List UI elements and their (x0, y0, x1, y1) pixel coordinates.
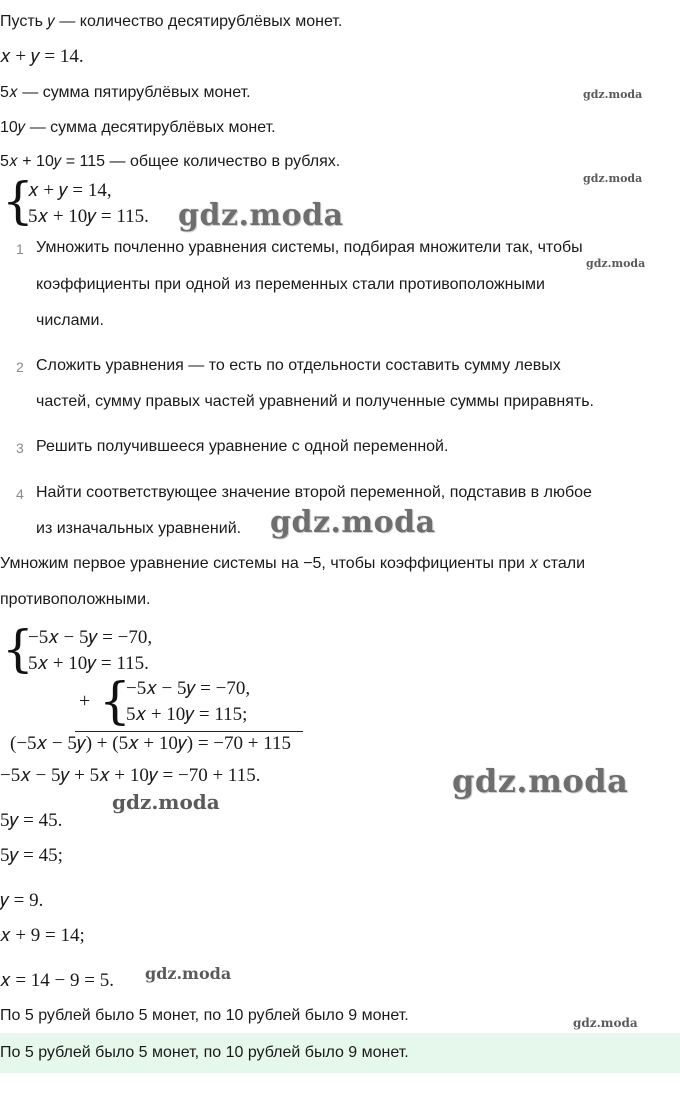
watermark-logo: gdz.moda (145, 964, 232, 983)
watermark-logo: gdz.moda (583, 172, 643, 185)
text-line: Умножим первое уравнение системы на −5, чтобы коэффициенты при 𝑥 стали (0, 555, 586, 572)
solution-line: 𝑥 + 9 = 14; (0, 925, 85, 946)
brace-icon: { (2, 620, 34, 678)
answer-text: По 5 рублей было 5 монет, по 10 рублей было 9 монет. (0, 1044, 409, 1061)
system-equation: 5𝑥 + 10𝑦 = 115. (28, 653, 149, 674)
step-text: Умножить почленно уравнения системы, подбирая множители так, чтобы (36, 239, 583, 256)
watermark-logo: gdz.moda (112, 790, 220, 814)
system-equation: −5𝑥 − 5𝑦 = −70, (28, 627, 153, 648)
solution-line: 𝑦 = 9. (0, 890, 44, 911)
step-text: числами. (36, 312, 104, 329)
solution-line: 𝑥 = 14 − 9 = 5. (0, 970, 114, 991)
step-text: Решить получившееся уравнение с одной переменной. (36, 438, 449, 455)
watermark-logo: gdz.moda (452, 762, 629, 800)
text-line: 5𝑥 — сумма пятирублёвых монет. (0, 84, 251, 101)
sum-line (75, 731, 303, 732)
sum-equation: (−5𝑥 − 5𝑦) + (5𝑥 + 10𝑦) = −70 + 115 (10, 733, 292, 754)
text-line: 10𝑦 — сумма десятирублёвых монет. (0, 119, 276, 136)
step-text: из изначальных уравнений. (36, 520, 242, 537)
step-text: коэффициенты при одной из переменных стали противоположными (36, 276, 545, 293)
text-line: Пусть 𝑦 — количество десятирублёвых монет. (0, 13, 343, 30)
step-text: частей, сумму правых частей уравнений и полученные суммы приравнять. (36, 393, 594, 410)
text-line: 5𝑥 + 10𝑦 = 115 — общее количество в рублях. (0, 153, 341, 170)
watermark-logo: gdz.moda (586, 257, 646, 270)
addition-equation: −5𝑥 − 5𝑦 = −70, (126, 678, 251, 699)
equation: 𝑥 + 𝑦 = 14. (0, 46, 84, 67)
watermark-logo: gdz.moda (270, 505, 436, 540)
step-text: Найти соответствующее значение второй переменной, подставив в любое (36, 484, 592, 501)
plus-sign: + (79, 690, 91, 712)
step-number: 4 (16, 486, 24, 502)
brace-icon: { (2, 172, 34, 230)
text-line: противоположными. (0, 591, 151, 608)
conclusion-text: По 5 рублей было 5 монет, по 10 рублей было 9 монет. (0, 1007, 409, 1024)
watermark-logo: gdz.moda (573, 1016, 638, 1030)
watermark-logo: gdz.moda (178, 198, 344, 233)
step-number: 1 (16, 241, 24, 257)
brace-icon: { (99, 672, 131, 730)
solution-line: −5𝑥 − 5𝑦 + 5𝑥 + 10𝑦 = −70 + 115. (0, 765, 261, 786)
answer-box (0, 1033, 680, 1073)
step-number: 3 (16, 440, 24, 456)
step-text: Сложить уравнения — то есть по отдельности составить сумму левых (36, 357, 561, 374)
addition-equation: 5𝑥 + 10𝑦 = 115; (126, 704, 248, 725)
solution-line: 5𝑦 = 45. (0, 810, 63, 831)
step-number: 2 (16, 359, 24, 375)
system-equation: 5𝑥 + 10𝑦 = 115. (28, 206, 149, 227)
system-equation: 𝑥 + 𝑦 = 14, (28, 180, 112, 201)
watermark-logo: gdz.moda (583, 88, 643, 101)
solution-line: 5𝑦 = 45; (0, 845, 63, 866)
